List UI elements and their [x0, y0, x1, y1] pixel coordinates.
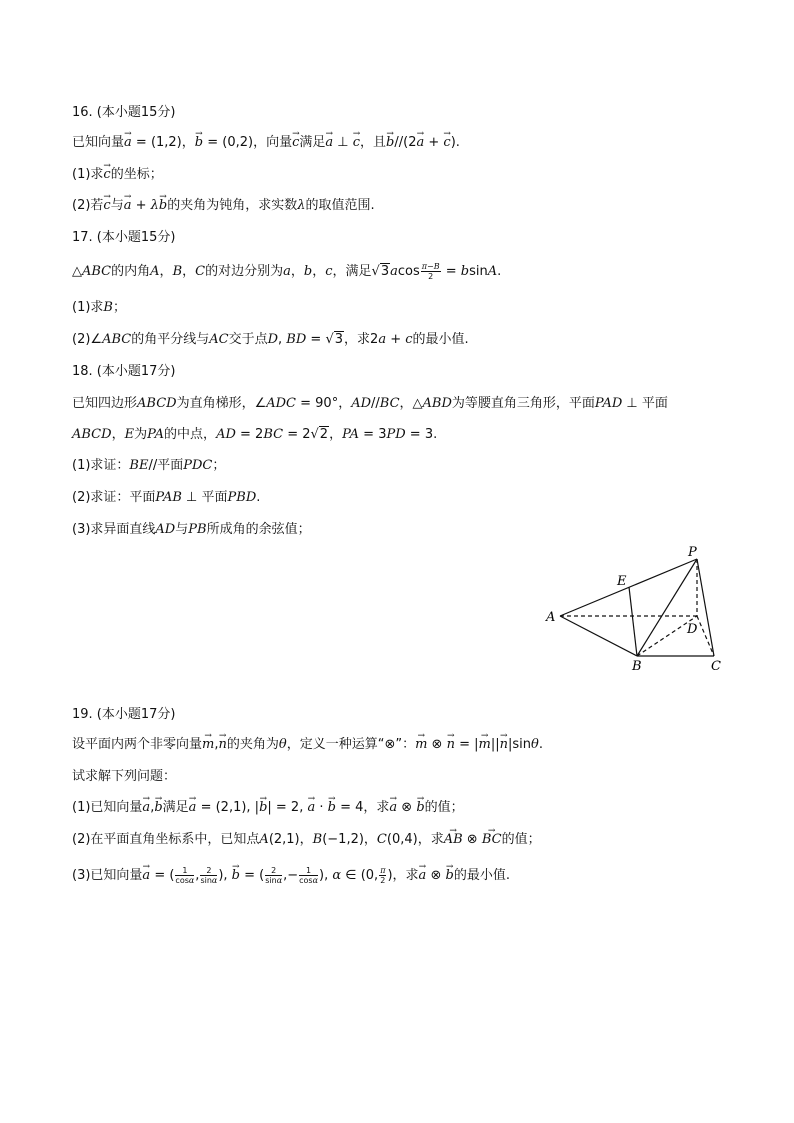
edge-pb — [637, 559, 697, 656]
segment-eb — [629, 587, 637, 656]
label-b: B — [632, 659, 642, 674]
edge-dc — [697, 616, 714, 656]
q16-part1: (1)求→ c的坐标； — [72, 166, 163, 184]
label-e: E — [617, 574, 627, 589]
edge-ab — [560, 616, 637, 656]
q16-statement: 已知向量→ a = (1,2)，→ b = (0,2)，向量→ c满足→ a ⊥ → c，且→ b//(2→ a + → c). — [72, 134, 460, 152]
q18-header: 18. (本小题17分) — [72, 364, 176, 379]
q18-pyramid-figure — [540, 540, 730, 675]
label-d: D — [687, 622, 698, 637]
q18-part1: (1)求证：BE//平面PDC； — [72, 458, 226, 473]
q17-statement: △ABC的内角A，B，C的对边分别为a，b，c，满足√3acos $\frac{\pi-B}{2}$ = bsinA. — [72, 262, 502, 281]
q17-header: 17. (本小题15分) — [72, 230, 176, 245]
label-p: P — [688, 545, 697, 560]
edge-pc — [697, 559, 714, 656]
q19-part3: (3)已知向量→ a = ( $\frac{1}{\cos\alpha}$ , $\frac{2}{\sin\alpha}$ ), → b = ( $\frac{2}{\sin\alpha}$ ,− $\frac{1}{\cos\alpha}$ ), α ∈ (0, $\frac{\pi}{2}$ )，求→ a ⊗ → b的最小值. — [72, 866, 510, 885]
label-a: A — [546, 610, 556, 625]
q17-part1: (1)求B； — [72, 300, 126, 315]
label-c: C — [711, 659, 721, 674]
q16-part2: (2)若→ c与→ a + λ→ b的夹角为钝角，求实数λ的取值范围. — [72, 197, 375, 215]
q19-part2: (2)在平面直角坐标系中，已知点A(2,1)，B(−1,2)，C(0,4)，求→ AB ⊗ → BC的值； — [72, 831, 541, 849]
q19-part1: (1)已知向量→ a,→ b满足→ a = (2,1), |→ b| = 2, → a · → b = 4，求→ a ⊗ → b的值； — [72, 799, 464, 817]
q19-definition: 设平面内两个非零向量→ m,→ n的夹角为θ，定义一种运算“⊗”：→ m ⊗ → n = |→ m||→ n|sinθ. — [72, 736, 543, 754]
q18-part3: (3)求异面直线AD与PB所成角的余弦值； — [72, 522, 311, 537]
q17-part2: (2)∠ABC的角平分线与AC交于点D, BD = √3，求2a + c的最小值. — [72, 332, 469, 347]
q18-part2: (2)求证：平面PAB ⊥ 平面PBD. — [72, 490, 261, 505]
q19-header: 19. (本小题17分) — [72, 707, 176, 722]
q18-statement-line2: ABCD，E为PA的中点，AD = 2BC = 2√2，PA = 3PD = 3. — [72, 427, 438, 442]
q19-instruction: 试求解下列问题： — [72, 769, 177, 784]
q18-statement-line1: 已知四边形ABCD为直角梯形，∠ADC = 90°，AD//BC，△ABD为等腰直角三角形，平面PAD ⊥ 平面 — [72, 396, 668, 411]
q16-header: 16. (本小题15分) — [72, 105, 176, 120]
